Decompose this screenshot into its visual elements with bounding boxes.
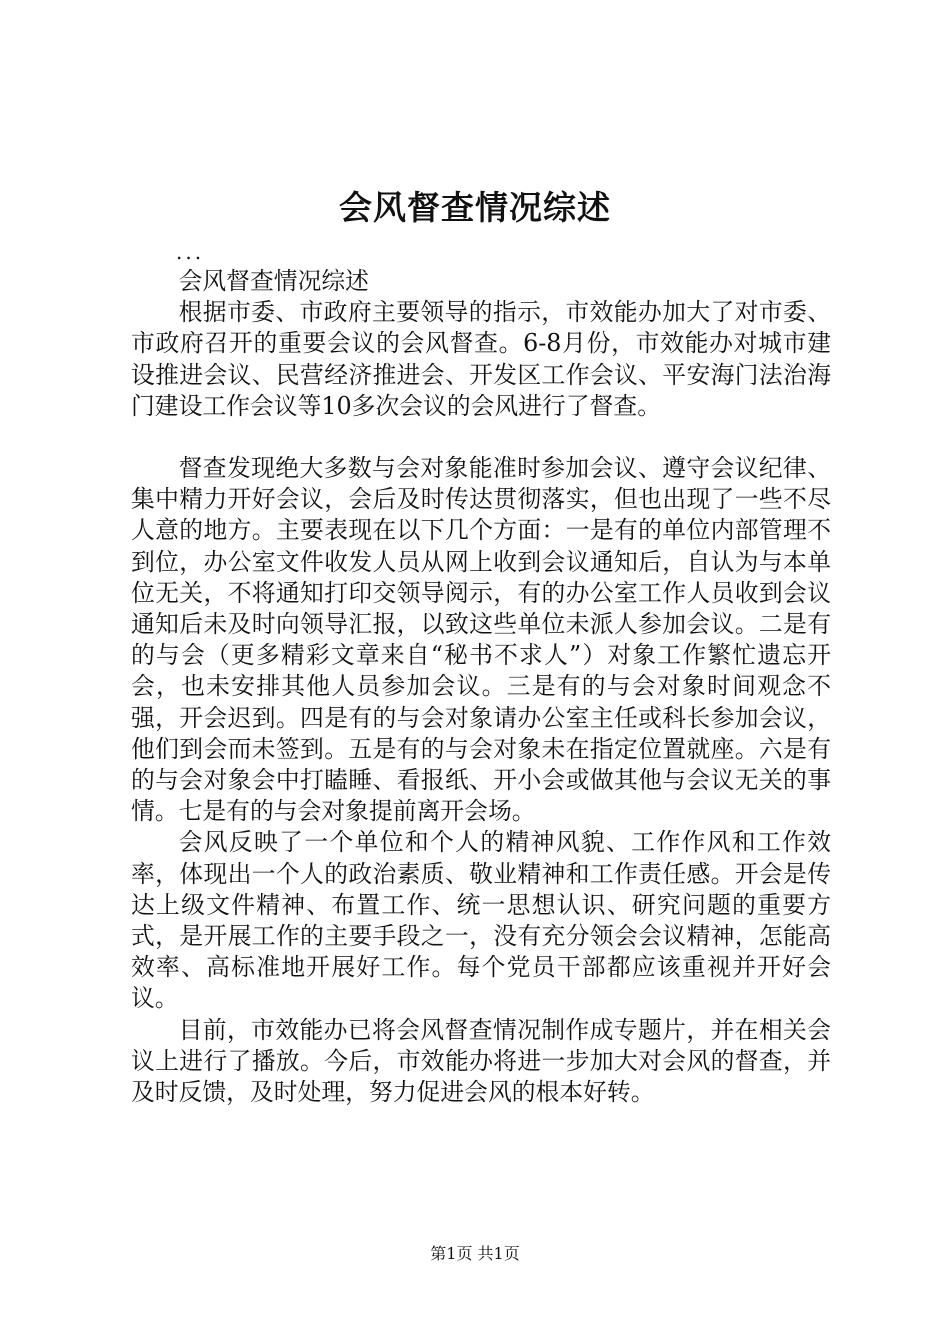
paragraph-4: 目前，市效能办已将会风督查情况制作成专题片，并在相关会议上进行了播放。今后，市效能办将进一步加大对会风的督查，并及时反馈，及时处理，努力促进会风的根本好转。 <box>131 1015 831 1107</box>
page-number-footer: 第1页 共1页 <box>430 1244 520 1263</box>
document-subtitle: 会风督查情况综述 <box>178 267 369 295</box>
document-body <box>131 266 831 1108</box>
paragraph-2: 督查发现绝大多数与会对象能准时参加会议、遵守会议纪律、集中精力开好会议，会后及时传达贯彻落实，但也出现了一些不尽人意的地方。主要表现在以下几个方面：一是有的单位内部管理不到位，办公室文件收发人员从网上收到会议通知后，自认为与本单位无关，不将通知打印交领导阅示，有的办公室工作人员收到会议通知后未及时向领导汇报，以致这些单位未派人参加会议。二是有的与会（更多精彩文章来自“秘书不求人”）对象工作繁忙遗忘开会，也未安排其他人员参加会议。三是有的与会对象时间观念不强，开会迟到。四是有的与会对象请办公室主任或科长参加会议，他们到会而未签到。五是有的与会对象未在指定位置就座。六是有的与会对象会中打瞌睡、看报纸、开小会或做其他与会议无关的事情。七是有的与会对象提前离开会场。 <box>131 454 831 826</box>
ellipsis-text: ... <box>176 240 205 264</box>
document-title: 会风督查情况综述 <box>339 188 611 227</box>
paragraph-1: 根据市委、市政府主要领导的指示，市效能办加大了对市委、市政府召开的重要会议的会风督查。6-8月份，市效能办对城市建设推进会议、民营经济推进会、开发区工作会议、平安海门法治海门建设工作会议等10多次会议的会风进行了督查。 <box>131 298 831 420</box>
paragraph-3: 会风反映了一个单位和个人的精神风貌、工作作风和工作效率，体现出一个人的政治素质、敬业精神和工作责任感。开会是传达上级文件精神、布置工作、统一思想认识、研究问题的重要方式，是开展工作的主要手段之一，没有充分领会会议精神，怎能高效率、高标准地开展好工作。每个党员干部都应该重视并开好会议。 <box>131 828 831 1013</box>
